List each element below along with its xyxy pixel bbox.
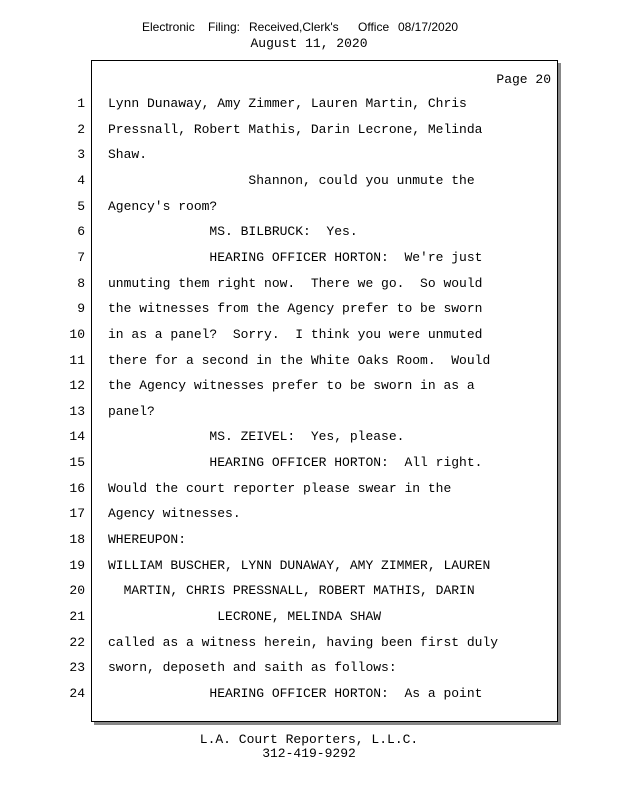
stamp-word: Electronic xyxy=(142,20,195,34)
stamp-word: Office xyxy=(358,20,390,34)
line-number: 19 xyxy=(69,557,85,573)
line-text: MS. BILBRUCK: Yes. xyxy=(108,224,358,240)
line-text: there for a second in the White Oaks Room. Would xyxy=(108,352,491,368)
line-number: 5 xyxy=(77,198,85,214)
line-number: 3 xyxy=(77,147,85,163)
line-text: unmuting them right now. There we go. So would xyxy=(108,275,483,291)
transcript-page xyxy=(69,60,558,722)
line-text: sworn, deposeth and saith as follows: xyxy=(108,660,397,676)
line-text: the witnesses from the Agency prefer to be sworn xyxy=(108,301,483,317)
line-number: 21 xyxy=(69,609,85,624)
line-number: 12 xyxy=(69,378,85,394)
stamp-word: Received,Clerk's xyxy=(249,20,339,34)
stamp-word: Filing: xyxy=(208,20,241,34)
court-reporter-name: L.A. Court Reporters, L.L.C. xyxy=(199,732,419,747)
line-text: the Agency witnesses prefer to be sworn in as a xyxy=(108,378,475,394)
court-reporter-phone: 312-419-9292 xyxy=(262,746,356,761)
line-number: 20 xyxy=(69,583,85,599)
line-number: 6 xyxy=(77,224,85,240)
line-text: WHEREUPON: xyxy=(108,532,187,548)
line-text: panel? xyxy=(108,403,155,419)
line-number: 18 xyxy=(69,532,85,548)
line-number: 16 xyxy=(69,480,85,496)
line-text: HEARING OFFICER HORTON: All right. xyxy=(108,455,483,471)
line-number: 24 xyxy=(69,685,85,701)
line-number: 17 xyxy=(69,506,85,522)
line-number: 15 xyxy=(69,455,85,471)
line-text: Shannon, could you unmute the xyxy=(108,172,475,188)
line-text: Pressnall, Robert Mathis, Darin Lecrone, Melinda xyxy=(108,121,483,137)
line-number: 8 xyxy=(77,275,85,291)
line-text: LECRONE, MELINDA SHAW xyxy=(108,609,382,624)
line-text: Lynn Dunaway, Amy Zimmer, Lauren Martin, Chris xyxy=(108,96,467,111)
electronic-filing-stamp xyxy=(0,20,618,36)
line-text: MARTIN, CHRIS PRESSNALL, ROBERT MATHIS, DARIN xyxy=(108,583,475,599)
line-number: 9 xyxy=(77,301,85,317)
line-number: 2 xyxy=(77,121,85,137)
line-number: 1 xyxy=(77,96,85,111)
page-number: Page 20 xyxy=(496,72,551,87)
line-number: 4 xyxy=(77,172,85,188)
line-text: HEARING OFFICER HORTON: As a point xyxy=(108,685,483,701)
line-text: in as a panel? Sorry. I think you were unmuted xyxy=(108,326,483,342)
line-number: 10 xyxy=(69,326,85,342)
line-number: 11 xyxy=(69,352,85,368)
page-footer xyxy=(0,733,618,761)
line-text: WILLIAM BUSCHER, LYNN DUNAWAY, AMY ZIMMER, LAUREN xyxy=(108,557,491,573)
line-text: Agency witnesses. xyxy=(108,506,241,522)
line-number: 22 xyxy=(69,634,85,650)
line-text: Agency's room? xyxy=(108,198,218,214)
line-number: 13 xyxy=(69,403,85,419)
line-number: 23 xyxy=(69,660,85,676)
transcript-date: August 11, 2020 xyxy=(250,36,368,51)
line-text: Shaw. xyxy=(108,147,148,163)
stamp-word: 08/17/2020 xyxy=(398,20,459,34)
line-text: Would the court reporter please swear in the xyxy=(108,480,452,496)
line-text: HEARING OFFICER HORTON: We're just xyxy=(108,249,483,265)
line-number: 7 xyxy=(77,249,85,265)
line-text: MS. ZEIVEL: Yes, please. xyxy=(108,429,405,445)
line-number: 14 xyxy=(69,429,85,445)
line-text: called as a witness herein, having been first duly xyxy=(108,634,499,650)
